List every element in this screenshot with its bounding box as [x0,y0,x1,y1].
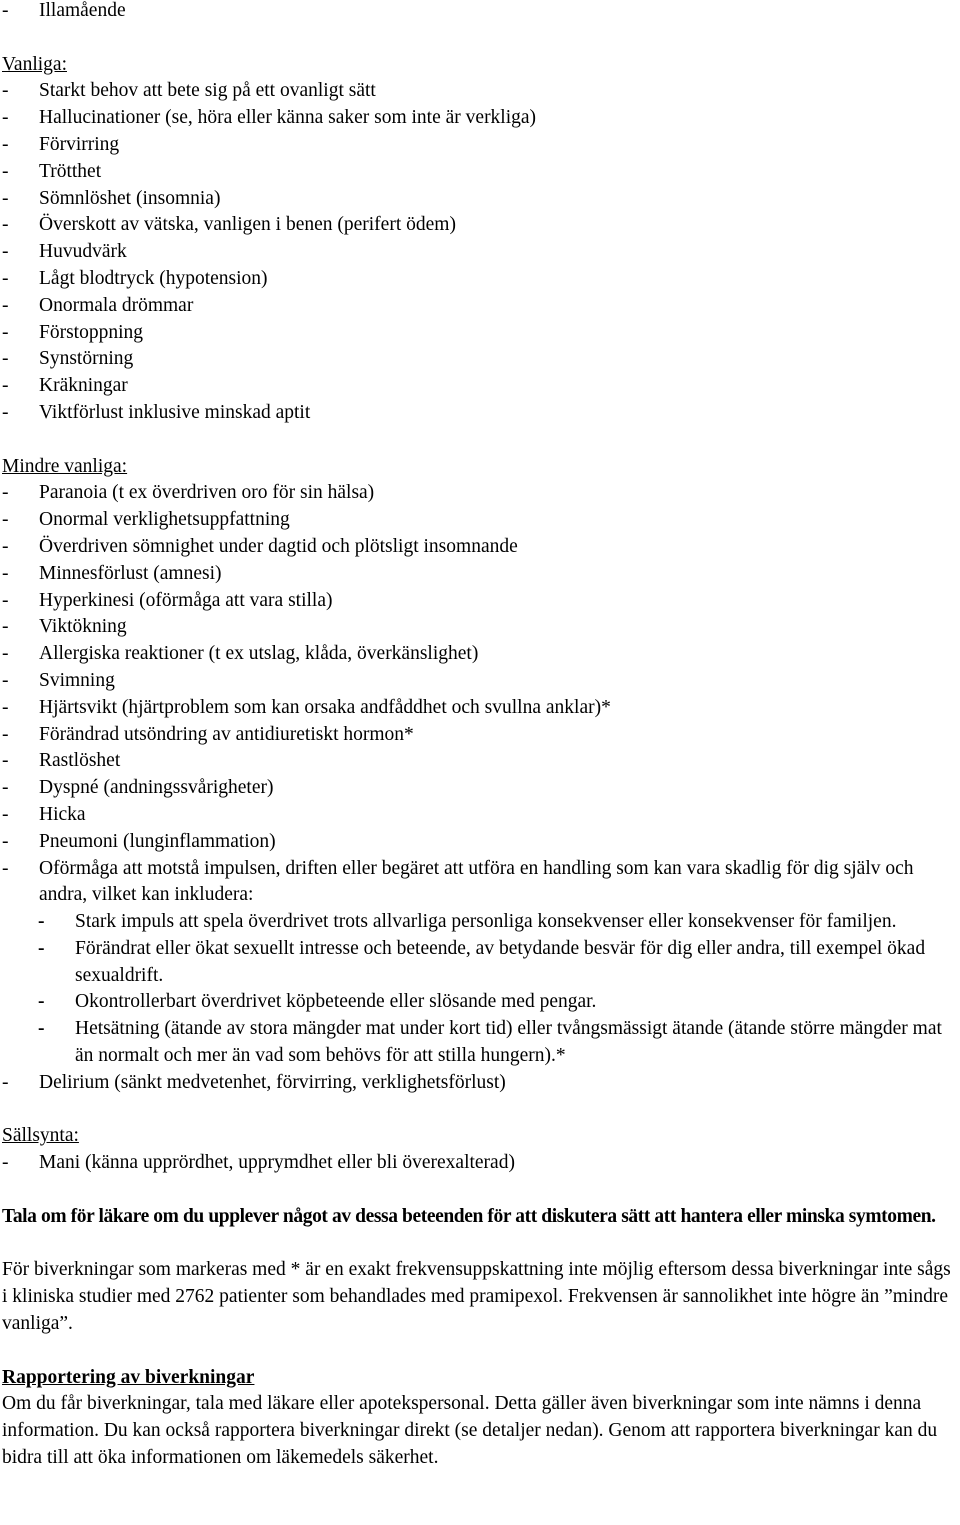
list-item: - Starkt behov att bete sig på ett ovanligt sätt [2,80,376,102]
sub-list-item: - Stark impuls att spela överdrivet trots allvarliga personliga konsekvenser eller konsekvenser för familjen. [38,911,897,933]
list-item-impulse: - Oförmåga att motstå impulsen, driften eller begäret att utföra en handling som kan vara skadlig för dig själv och andra, vilket kan inkludera: [2,857,914,906]
list-item: - Minnesförlust (amnesi) [2,562,222,584]
list-item: - Synstörning [2,348,134,370]
list-item: - Hyperkinesi (oförmåga att vara stilla) [2,589,333,611]
list-item: - Svimning [2,669,115,691]
list-mindre-vanliga [2,480,958,1096]
list-item: - Förstoppning [2,321,144,343]
sub-list-item: - Hetsätning (ätande av stora mängder mat under kort tid) eller tvångsmässigt ätande (ätande större mängder mat än normalt och mer än vad som behövs för att stilla hungern).* [38,1018,942,1067]
list-item: - Hicka [2,803,86,825]
list-item: - Dyspné (andningssvårigheter) [2,777,274,799]
list-item: - Trötthet [2,160,102,182]
list-item: - Kräkningar [2,375,128,397]
sub-list-item: - Okontrollerbart överdrivet köpbeteende eller slösande med pengar. [38,991,597,1013]
section-heading-mindre-vanliga: Mindre vanliga: [2,455,128,477]
list-item: - Allergiska reaktioner (t ex utslag, klåda, överkänslighet) [2,643,479,665]
list-item: - Delirium (sänkt medvetenhet, förvirring, verklighetsförlust) [2,1071,506,1093]
list-sallsynta [2,1150,958,1177]
list-item: - Förändrad utsöndring av antidiuretiskt hormon* [2,723,414,745]
list-vanliga [2,78,958,426]
list-item: - Överdriven sömnighet under dagtid och plötsligt insomnande [2,535,518,557]
list-item: - Viktökning [2,616,127,638]
list-item: - Rastlöshet [2,750,121,772]
list-item: - Pneumoni (lunginflammation) [2,830,276,852]
sub-list-item: - Förändrat eller ökat sexuellt intresse och beteende, av betydande besvär för dig eller andra, till exempel ökad sexualdrift. [38,937,926,986]
list-item: - Paranoia (t ex överdriven oro för sin hälsa) [2,482,375,504]
frequency-note: För biverkningar som markeras med * är en exakt frekvensuppskattning inte möjlig eftersom dessa biverkningar inte sågs i kliniska studier med 2762 patienter som behandlades med pramipexol. Frekvensen är sannolikhet inte högre än ”mindre vanliga”. [2,1259,951,1335]
list-item: - Förvirring [2,133,120,155]
list-item: - Illamående [2,0,126,21]
list-item: - Hallucinationer (se, höra eller känna saker som inte är verkliga) [2,107,537,129]
section-heading-vanliga: Vanliga: [2,53,67,75]
list-item: - Mani (känna upprördhet, upprymdhet eller bli överexalterad) [2,1152,515,1174]
report-heading: Rapportering av biverkningar [2,1366,255,1388]
list-item: - Överskott av vätska, vanligen i benen (perifert ödem) [2,214,456,236]
leaflet-page [2,0,958,1472]
list-item: - Onormal verklighetsuppfattning [2,509,290,531]
list-item: - Huvudvärk [2,241,127,263]
list-item: - Lågt blodtryck (hypotension) [2,267,268,289]
section-heading-sallsynta: Sällsynta: [2,1125,79,1147]
report-text: Om du får biverkningar, tala med läkare eller apotekspersonal. Detta gäller även biverkningar som inte nämns i denna information. Du kan också rapportera biverkningar direkt (se detaljer nedan). Genom att rapportera biverkningar kan du bidra till att öka informationen om läkemedels säkerhet. [2,1393,938,1469]
list-item: - Hjärtsvikt (hjärtproblem som kan orsaka andfåddhet och svullna anklar)* [2,696,611,718]
list-item: - Onormala drömmar [2,294,194,316]
bold-notice: Tala om för läkare om du upplever något av dessa beteenden för att diskutera sätt att hantera eller minska symtomen. [2,1205,936,1227]
list-item: - Viktförlust inklusive minskad aptit [2,401,311,423]
list-item: - Sömnlöshet (insomnia) [2,187,221,209]
